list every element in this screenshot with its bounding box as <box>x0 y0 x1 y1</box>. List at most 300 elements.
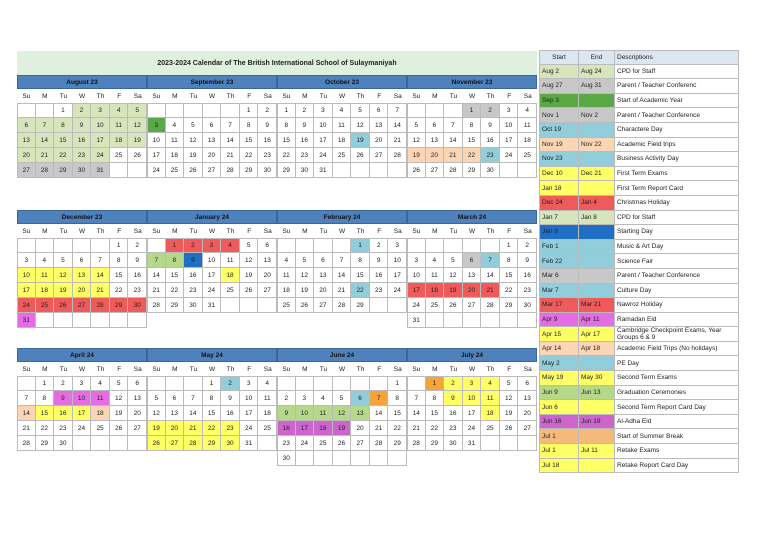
day-cell: 10 <box>296 406 315 421</box>
legend-end: Jan 8 <box>579 211 615 225</box>
empty-cell <box>296 451 315 466</box>
weekday-label: W <box>338 92 346 100</box>
day-cell: 23 <box>73 148 92 163</box>
day-cell: 16 <box>258 133 277 148</box>
month-block <box>407 210 537 328</box>
day-cell: 15 <box>54 133 73 148</box>
legend-header-desc: Descriptions <box>615 51 739 64</box>
day-cell: 16 <box>481 133 500 148</box>
month-title: June 24 <box>277 348 407 362</box>
weekday-label: M <box>302 92 308 100</box>
legend-description: Cambridge Checkpoint Exams, Year Groups 6 & 9 <box>615 327 739 341</box>
day-cell: 18 <box>333 133 352 148</box>
day-cell: 19 <box>333 421 352 436</box>
day-cell: 12 <box>240 253 259 268</box>
legend-start: Feb 22 <box>539 254 579 268</box>
day-cell: 18 <box>277 283 296 298</box>
day-cell: 11 <box>91 391 110 406</box>
day-cell: 29 <box>277 163 296 178</box>
day-cell: 20 <box>463 283 482 298</box>
empty-cell <box>221 298 240 313</box>
day-cell: 7 <box>370 391 389 406</box>
day-cell: 2 <box>128 238 147 253</box>
month-days <box>407 376 537 451</box>
day-cell: 19 <box>444 283 463 298</box>
legend-end: Jun 19 <box>579 415 615 429</box>
day-cell: 29 <box>388 436 407 451</box>
day-cell: 16 <box>296 133 315 148</box>
empty-cell <box>17 376 36 391</box>
day-cell: 8 <box>203 391 222 406</box>
day-cell: 30 <box>296 163 315 178</box>
day-cell: 22 <box>110 283 129 298</box>
month-block <box>147 75 277 178</box>
empty-cell <box>463 313 482 328</box>
day-cell: 2 <box>296 103 315 118</box>
month-title: February 24 <box>277 210 407 224</box>
day-cell: 8 <box>166 253 185 268</box>
day-cell: 7 <box>388 103 407 118</box>
weekday-label: Sa <box>133 227 142 235</box>
weekday-label: M <box>42 365 48 373</box>
day-cell: 25 <box>110 148 129 163</box>
day-cell: 23 <box>54 421 73 436</box>
day-cell: 13 <box>73 268 92 283</box>
weekday-label: F <box>507 227 512 235</box>
day-cell: 9 <box>481 118 500 133</box>
empty-cell <box>147 238 166 253</box>
day-cell: 3 <box>463 376 482 391</box>
weekday-label: Sa <box>523 92 532 100</box>
weekday-label: Tu <box>449 227 458 235</box>
day-cell: 18 <box>91 406 110 421</box>
empty-cell <box>388 451 407 466</box>
day-cell: 18 <box>110 133 129 148</box>
weekday-label: F <box>377 227 382 235</box>
day-cell: 13 <box>258 253 277 268</box>
empty-cell <box>36 103 55 118</box>
weekday-label: Su <box>282 227 291 235</box>
month-block <box>147 210 277 313</box>
legend-end <box>579 284 615 298</box>
day-cell: 12 <box>54 268 73 283</box>
day-cell: 17 <box>17 283 36 298</box>
day-cell: 27 <box>166 436 185 451</box>
legend-start: Dec 24 <box>539 196 579 210</box>
day-cell: 20 <box>258 268 277 283</box>
day-cell: 18 <box>314 421 333 436</box>
day-cell: 21 <box>481 283 500 298</box>
weekday-label: Th <box>96 227 105 235</box>
legend-row <box>539 459 739 474</box>
day-cell: 7 <box>17 391 36 406</box>
weekday-label: Tu <box>189 365 198 373</box>
day-cell: 22 <box>463 148 482 163</box>
day-cell: 27 <box>518 421 537 436</box>
legend-row <box>539 181 739 196</box>
month-block <box>277 75 407 178</box>
day-cell: 24 <box>407 298 426 313</box>
empty-cell <box>91 436 110 451</box>
empty-cell <box>407 238 426 253</box>
empty-cell <box>277 238 296 253</box>
weekday-label: Su <box>412 92 421 100</box>
day-cell: 27 <box>351 436 370 451</box>
empty-cell <box>388 163 407 178</box>
month-days <box>277 376 407 466</box>
day-cell: 8 <box>36 391 55 406</box>
empty-cell <box>388 298 407 313</box>
day-cell: 4 <box>518 103 537 118</box>
day-cell: 20 <box>203 148 222 163</box>
day-cell: 3 <box>500 103 519 118</box>
day-cell: 22 <box>166 283 185 298</box>
day-cell: 26 <box>500 421 519 436</box>
day-cell: 11 <box>426 268 445 283</box>
legend-row <box>539 386 739 401</box>
day-cell: 30 <box>184 298 203 313</box>
day-cell: 5 <box>128 103 147 118</box>
day-cell: 1 <box>463 103 482 118</box>
legend-description: Nawroz Holiday <box>615 298 739 312</box>
weekday-label: W <box>208 227 216 235</box>
legend-row <box>539 313 739 328</box>
weekday-label: M <box>172 92 178 100</box>
empty-cell <box>333 451 352 466</box>
legend-end: Aug 31 <box>579 79 615 93</box>
legend-start: Jul 1 <box>539 429 579 443</box>
day-cell: 6 <box>17 118 36 133</box>
legend-end <box>579 356 615 370</box>
legend-start: Jan 7 <box>539 211 579 225</box>
day-cell: 4 <box>277 253 296 268</box>
day-cell: 17 <box>73 406 92 421</box>
day-cell: 16 <box>370 268 389 283</box>
day-cell: 14 <box>147 268 166 283</box>
day-cell: 26 <box>110 421 129 436</box>
day-cell: 18 <box>258 406 277 421</box>
day-cell: 31 <box>203 298 222 313</box>
legend-end: Dec 21 <box>579 167 615 181</box>
day-cell: 26 <box>407 163 426 178</box>
day-cell: 26 <box>128 148 147 163</box>
day-cell: 4 <box>258 376 277 391</box>
day-cell: 31 <box>17 313 36 328</box>
day-cell: 31 <box>91 163 110 178</box>
month-title: October 23 <box>277 75 407 89</box>
empty-cell <box>166 376 185 391</box>
legend-start: May 2 <box>539 356 579 370</box>
month-block <box>147 348 277 451</box>
empty-cell <box>370 163 389 178</box>
legend-description: Graduation Ceremonies <box>615 386 739 400</box>
weekday-label: Th <box>486 365 495 373</box>
day-cell: 19 <box>110 406 129 421</box>
legend-description: PE Day <box>615 356 739 370</box>
day-cell: 12 <box>351 118 370 133</box>
weekday-header <box>407 224 537 238</box>
day-cell: 6 <box>518 376 537 391</box>
day-cell: 7 <box>221 118 240 133</box>
day-cell: 12 <box>444 268 463 283</box>
day-cell: 3 <box>91 103 110 118</box>
day-cell: 30 <box>54 436 73 451</box>
day-cell: 15 <box>351 268 370 283</box>
legend-description: Parent / Teacher Conference <box>615 269 739 283</box>
weekday-label: Su <box>152 365 161 373</box>
page-title: 2023-2024 Calendar of The British International School of Sulaymaniyah <box>17 51 537 75</box>
legend-end <box>579 94 615 108</box>
day-cell: 2 <box>221 376 240 391</box>
day-cell: 31 <box>407 313 426 328</box>
day-cell: 28 <box>221 163 240 178</box>
day-cell: 26 <box>296 298 315 313</box>
day-cell: 14 <box>221 133 240 148</box>
day-cell: 6 <box>314 253 333 268</box>
empty-cell <box>426 103 445 118</box>
weekday-label: M <box>42 227 48 235</box>
weekday-header <box>147 224 277 238</box>
legend-end: Apr 18 <box>579 342 615 356</box>
day-cell: 21 <box>221 148 240 163</box>
day-cell: 24 <box>203 283 222 298</box>
day-cell: 11 <box>221 253 240 268</box>
day-cell: 18 <box>426 283 445 298</box>
weekday-header <box>407 89 537 103</box>
weekday-header <box>147 89 277 103</box>
day-cell: 23 <box>221 421 240 436</box>
day-cell: 17 <box>407 283 426 298</box>
weekday-label: Su <box>22 365 31 373</box>
day-cell: 10 <box>17 268 36 283</box>
day-cell: 28 <box>147 298 166 313</box>
day-cell: 3 <box>203 238 222 253</box>
day-cell: 29 <box>203 436 222 451</box>
day-cell: 22 <box>54 148 73 163</box>
legend-description: Starting Day <box>615 225 739 239</box>
day-cell: 13 <box>463 268 482 283</box>
weekday-label: Sa <box>263 227 272 235</box>
day-cell: 11 <box>518 118 537 133</box>
day-cell: 24 <box>500 148 519 163</box>
day-cell: 8 <box>388 391 407 406</box>
day-cell: 3 <box>73 376 92 391</box>
weekday-label: Tu <box>319 365 328 373</box>
month-block <box>17 348 147 451</box>
day-cell: 21 <box>370 421 389 436</box>
weekday-label: Th <box>226 365 235 373</box>
legend-end <box>579 152 615 166</box>
day-cell: 11 <box>333 118 352 133</box>
day-cell: 1 <box>277 103 296 118</box>
empty-cell <box>351 376 370 391</box>
day-cell: 10 <box>500 118 519 133</box>
day-cell: 25 <box>258 421 277 436</box>
day-cell: 26 <box>147 436 166 451</box>
day-cell: 20 <box>351 421 370 436</box>
day-cell: 7 <box>184 391 203 406</box>
day-cell: 22 <box>500 283 519 298</box>
legend-start: Mar 7 <box>539 284 579 298</box>
day-cell: 9 <box>221 391 240 406</box>
day-cell: 2 <box>258 103 277 118</box>
day-cell: 3 <box>407 253 426 268</box>
empty-cell <box>407 103 426 118</box>
day-cell: 30 <box>481 163 500 178</box>
weekday-label: Th <box>356 227 365 235</box>
weekday-label: Su <box>152 227 161 235</box>
weekday-label: Tu <box>189 227 198 235</box>
day-cell: 31 <box>314 163 333 178</box>
day-cell: 7 <box>481 253 500 268</box>
weekday-label: W <box>338 365 346 373</box>
weekday-label: Sa <box>133 365 142 373</box>
day-cell: 2 <box>73 103 92 118</box>
legend-end: Nov 22 <box>579 138 615 152</box>
day-cell: 28 <box>36 163 55 178</box>
day-cell: 27 <box>203 163 222 178</box>
day-cell: 24 <box>73 421 92 436</box>
empty-cell <box>481 313 500 328</box>
day-cell: 23 <box>370 283 389 298</box>
legend-description: First Term Exams <box>615 167 739 181</box>
legend-end <box>579 269 615 283</box>
weekday-label: Th <box>486 92 495 100</box>
day-cell: 9 <box>54 391 73 406</box>
weekday-label: Tu <box>449 92 458 100</box>
day-cell: 28 <box>91 298 110 313</box>
empty-cell <box>36 238 55 253</box>
month-title: May 24 <box>147 348 277 362</box>
day-cell: 9 <box>370 253 389 268</box>
legend-row <box>539 284 739 299</box>
empty-cell <box>463 238 482 253</box>
day-cell: 29 <box>36 436 55 451</box>
empty-cell <box>147 103 166 118</box>
legend-description: Al-Adha Eid <box>615 415 739 429</box>
empty-cell <box>351 451 370 466</box>
day-cell: 7 <box>444 118 463 133</box>
empty-cell <box>296 376 315 391</box>
weekday-label: Su <box>282 365 291 373</box>
weekday-label: Th <box>226 92 235 100</box>
legend-end: Apr 17 <box>579 327 615 341</box>
legend-start: Mar 6 <box>539 269 579 283</box>
day-cell: 22 <box>351 283 370 298</box>
weekday-label: M <box>432 227 438 235</box>
day-cell: 29 <box>500 298 519 313</box>
day-cell: 23 <box>184 283 203 298</box>
weekday-label: Su <box>22 227 31 235</box>
legend-row <box>539 65 739 80</box>
weekday-label: Sa <box>393 227 402 235</box>
day-cell: 26 <box>333 436 352 451</box>
day-cell: 22 <box>240 148 259 163</box>
day-cell: 13 <box>370 118 389 133</box>
day-cell: 27 <box>463 298 482 313</box>
legend-start: Aug 27 <box>539 79 579 93</box>
day-cell: 23 <box>444 421 463 436</box>
day-cell: 26 <box>184 163 203 178</box>
day-cell: 3 <box>147 118 166 133</box>
day-cell: 30 <box>258 163 277 178</box>
legend-end: Jun 13 <box>579 386 615 400</box>
day-cell: 8 <box>240 118 259 133</box>
weekday-header <box>147 362 277 376</box>
day-cell: 5 <box>500 376 519 391</box>
day-cell: 24 <box>463 421 482 436</box>
legend-description: Start of Summer Break <box>615 429 739 443</box>
day-cell: 1 <box>54 103 73 118</box>
legend-end <box>579 254 615 268</box>
day-cell: 22 <box>203 421 222 436</box>
day-cell: 7 <box>333 253 352 268</box>
day-cell: 29 <box>351 298 370 313</box>
empty-cell <box>296 238 315 253</box>
month-days <box>17 238 147 328</box>
day-cell: 14 <box>481 268 500 283</box>
weekday-label: Sa <box>263 365 272 373</box>
legend-row <box>539 269 739 284</box>
month-days <box>407 238 537 328</box>
legend-row <box>539 298 739 313</box>
empty-cell <box>370 376 389 391</box>
month-days <box>17 376 147 451</box>
empty-cell <box>500 163 519 178</box>
day-cell: 18 <box>481 406 500 421</box>
day-cell: 15 <box>426 406 445 421</box>
day-cell: 11 <box>314 406 333 421</box>
weekday-label: Sa <box>263 92 272 100</box>
day-cell: 14 <box>444 133 463 148</box>
day-cell: 20 <box>128 406 147 421</box>
day-cell: 14 <box>388 118 407 133</box>
empty-cell <box>128 163 147 178</box>
empty-cell <box>314 238 333 253</box>
day-cell: 29 <box>426 436 445 451</box>
legend-description: Charactere Day <box>615 123 739 137</box>
weekday-label: Su <box>152 92 161 100</box>
legend-row <box>539 254 739 269</box>
day-cell: 20 <box>17 148 36 163</box>
day-cell: 6 <box>463 253 482 268</box>
weekday-header <box>17 89 147 103</box>
day-cell: 26 <box>444 298 463 313</box>
weekday-label: W <box>468 365 476 373</box>
day-cell: 14 <box>407 406 426 421</box>
legend-header <box>539 50 739 65</box>
day-cell: 9 <box>73 118 92 133</box>
weekday-label: W <box>78 227 86 235</box>
day-cell: 24 <box>91 148 110 163</box>
day-cell: 19 <box>500 406 519 421</box>
day-cell: 15 <box>388 406 407 421</box>
day-cell: 28 <box>444 163 463 178</box>
day-cell: 17 <box>314 133 333 148</box>
day-cell: 24 <box>17 298 36 313</box>
day-cell: 11 <box>36 268 55 283</box>
day-cell: 15 <box>277 133 296 148</box>
weekday-label: W <box>78 92 86 100</box>
legend-row <box>539 167 739 182</box>
day-cell: 2 <box>518 238 537 253</box>
month-days <box>17 103 147 178</box>
day-cell: 17 <box>296 421 315 436</box>
legend-end <box>579 123 615 137</box>
day-cell: 25 <box>426 298 445 313</box>
day-cell: 8 <box>277 118 296 133</box>
day-cell: 19 <box>296 283 315 298</box>
